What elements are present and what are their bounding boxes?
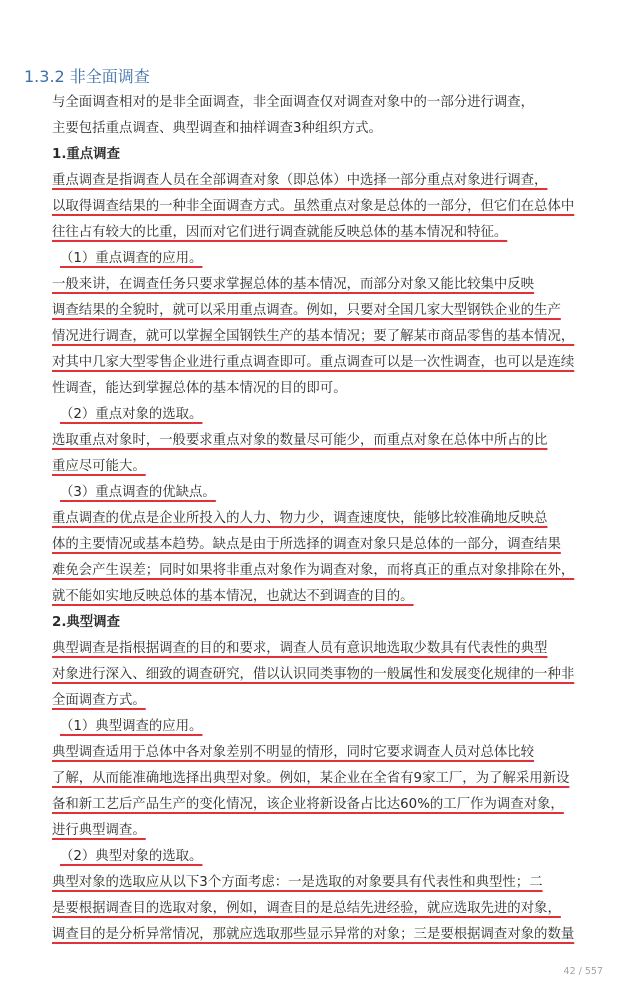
subsection-heading: 2.典型调查	[52, 615, 120, 630]
numbered-heading: （2）重点对象的选取。	[60, 407, 203, 422]
numbered-heading: （3）重点调查的优缺点。	[60, 485, 216, 500]
text-line: 进行典型调查。	[52, 823, 146, 838]
text-line: 重点调查的优点是企业所投入的人力、物力少，调查速度快，能够比较准确地反映总	[52, 511, 548, 526]
text-line: 典型调查是指根据调查的目的和要求，调查人员有意识地选取少数具有代表性的典型	[52, 641, 548, 656]
text-line: 备和新工艺后产品生产的变化情况，该企业将新设备占比达60%的工厂作为调查对象，	[52, 797, 564, 812]
text-line: 一般来讲，在调查任务只要求掌握总体的基本情况，而部分对象又能比较集中反映	[52, 277, 535, 292]
text-line: 调查目的是分析异常情况，那就应选取那些显示异常的对象；三是要根据调查对象的数量	[52, 927, 575, 942]
numbered-heading: （1）典型调查的应用。	[60, 719, 203, 734]
text-line: 调查结果的全貌时，就可以采用重点调查。例如，只要对全国几家大型钢铁企业的生产	[52, 303, 561, 318]
text-line: 全面调查方式。	[52, 693, 146, 708]
text-line: 了解，从而能准确地选择出典型对象。例如，某企业在全省有9家工厂，为了解采用新设	[52, 771, 570, 786]
page-number: 42 / 557	[563, 966, 603, 977]
text-line: 情况进行调查，就可以掌握全国钢铁生产的基本情况；要了解某市商品零售的基本情况，	[52, 329, 575, 344]
text-line: 典型调查适用于总体中各对象差别不明显的情形，同时它要求调查人员对总体比较	[52, 745, 535, 760]
text-line: 主要包括重点调查、典型调查和抽样调查3种组织方式。	[52, 121, 382, 136]
text-line: 典型对象的选取应从以下3个方面考虑：一是选取的对象要具有代表性和典型性；二	[52, 875, 543, 890]
text-line: 选取重点对象时，一般要求重点对象的数量尽可能少，而重点对象在总体中所占的比	[52, 433, 548, 448]
text-line: 性调查，能达到掌握总体的基本情况的目的即可。	[52, 381, 347, 396]
text-line: 就不能如实地反映总体的基本情况，也就达不到调查的目的。	[52, 589, 414, 604]
text-line: 对象进行深入、细致的调查研究，借以认识同类事物的一般属性和发展变化规律的一种非	[52, 667, 575, 682]
text-line: 与全面调查相对的是非全面调查，非全面调查仅对调查对象中的一部分进行调查，	[52, 95, 535, 110]
text-line: 重点调查是指调查人员在全部调查对象（即总体）中选择一部分重点对象进行调查，	[52, 173, 548, 188]
text-line: 以取得调查结果的一种非全面调查方式。虽然重点对象是总体的一部分，但它们在总体中	[52, 199, 575, 214]
section-title: 1.3.2 非全面调查	[24, 67, 150, 86]
text-line: 是要根据调查目的选取对象，例如，调查目的是总结先进经验，就应选取先进的对象，	[52, 901, 561, 916]
text-line: 对其中几家大型零售企业进行重点调查即可。重点调查可以是一次性调查，也可以是连续	[52, 355, 575, 370]
subsection-heading: 1.重点调查	[52, 147, 120, 162]
text-line: 往往占有较大的比重，因而对它们进行调查就能反映总体的基本情况和特征。	[52, 225, 508, 240]
numbered-heading: （2）典型对象的选取。	[60, 849, 203, 864]
text-line: 难免会产生误差；同时如果将非重点对象作为调查对象，而将真正的重点对象排除在外，	[52, 563, 575, 578]
text-line: 体的主要情况或基本趋势。缺点是由于所选择的调查对象只是总体的一部分，调查结果	[52, 537, 561, 552]
text-line: 重应尽可能大。	[52, 459, 146, 474]
numbered-heading: （1）重点调查的应用。	[60, 251, 203, 266]
